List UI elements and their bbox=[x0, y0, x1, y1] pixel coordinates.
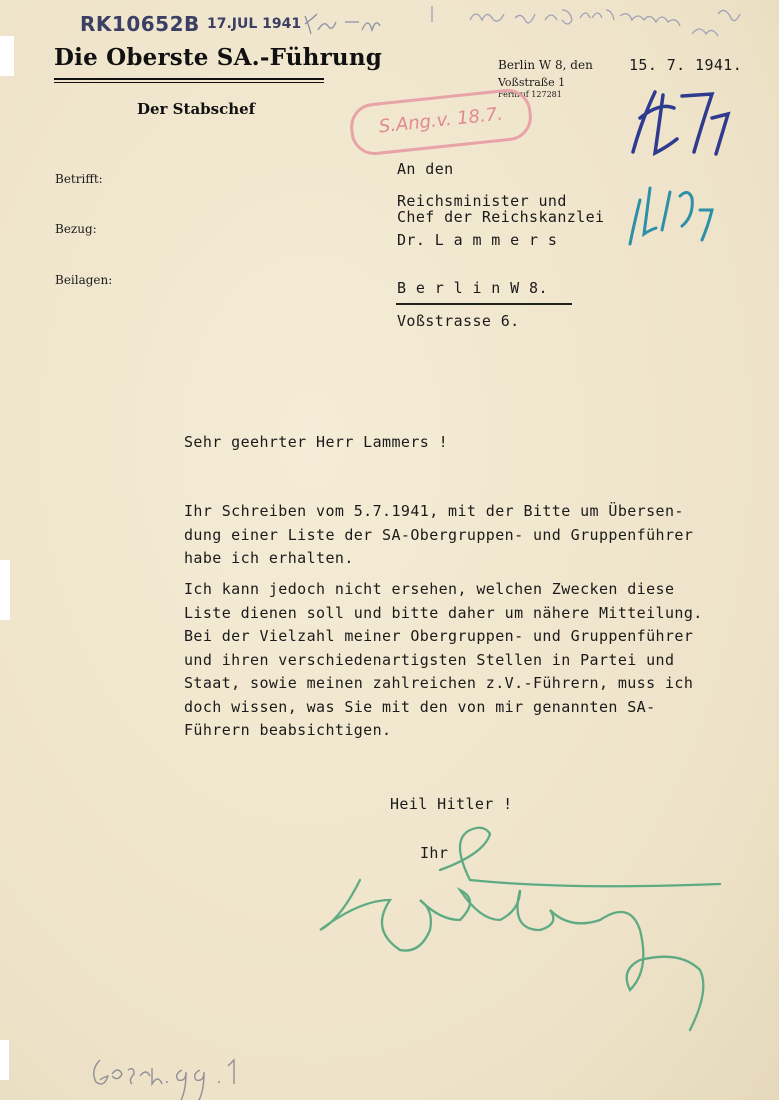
closing-sign: Ihr bbox=[420, 844, 449, 862]
organization-title: Die Oberste SA.-Führung bbox=[54, 44, 383, 71]
recipient-city: B e r l i n W 8. bbox=[397, 279, 548, 297]
title-rule bbox=[54, 82, 324, 83]
handwritten-note-bottom-left bbox=[94, 1060, 234, 1100]
office-title: Der Stabschef bbox=[137, 100, 256, 118]
paragraph-line: Ich kann jedoch nicht ersehen, welchen Zwecken diese bbox=[184, 580, 675, 598]
paragraph-line: doch wissen, was Sie mit den von mir genannten SA- bbox=[184, 697, 656, 716]
paragraph-line: Bei der Vielzahl meiner Obergruppen- und Gruppenführer bbox=[184, 627, 694, 645]
closing: Heil Hitler ! bbox=[390, 795, 513, 813]
initial-teal-icon bbox=[630, 188, 712, 244]
title-rule bbox=[54, 78, 324, 80]
handwritten-note-top-right bbox=[432, 6, 740, 36]
paragraph-line: dung einer Liste der SA-Obergruppen- und Gruppenführer bbox=[184, 525, 694, 544]
paragraph-line: Staat, sowie meinen zahlreichen z.V.-Führern, muss ich bbox=[184, 674, 694, 692]
address-street: Voßstraße 1 bbox=[498, 76, 566, 89]
archive-stamp-number: RK10652B bbox=[80, 12, 200, 36]
address-city: Berlin W 8, den bbox=[498, 58, 593, 72]
field-subject: Betrifft: bbox=[55, 172, 103, 186]
received-stamp: S.Ang.v. 18.7. bbox=[348, 87, 534, 158]
recipient-rule bbox=[396, 303, 572, 305]
recipient-street: Voßstrasse 6. bbox=[397, 312, 520, 330]
initial-blue-icon bbox=[633, 92, 728, 154]
paragraph-line: Liste dienen soll und bitte daher um nähere Mitteilung. bbox=[184, 603, 703, 622]
handwritten-note-top-left bbox=[305, 14, 380, 34]
paragraph-2 bbox=[184, 578, 703, 743]
field-reference: Bezug: bbox=[55, 222, 97, 236]
salutation: Sehr geehrter Herr Lammers ! bbox=[184, 433, 449, 451]
archive-stamp-date: 17.JUL 1941 bbox=[207, 16, 302, 32]
paragraph-line: und ihren verschiedenartigsten Stellen in Partei und bbox=[184, 650, 675, 669]
signature-icon bbox=[320, 828, 720, 1030]
paragraph-line: Führern beabsichtigen. bbox=[184, 721, 392, 739]
field-attachments: Beilagen: bbox=[55, 273, 113, 287]
letter-date: 15. 7. 1941. bbox=[629, 56, 743, 74]
recipient-line: Reichsminister und bbox=[397, 192, 567, 210]
recipient-name: Dr. L a m m e r s bbox=[397, 231, 558, 249]
paragraph-line: Ihr Schreiben vom 5.7.1941, mit der Bitte um Übersen- bbox=[184, 502, 684, 520]
phone-number: Fernruf 127281 bbox=[498, 90, 562, 99]
paragraph-1 bbox=[184, 500, 693, 571]
recipient-line: An den bbox=[397, 160, 454, 178]
recipient-line: Chef der Reichskanzlei bbox=[397, 208, 605, 226]
paragraph-line: habe ich erhalten. bbox=[184, 549, 354, 567]
